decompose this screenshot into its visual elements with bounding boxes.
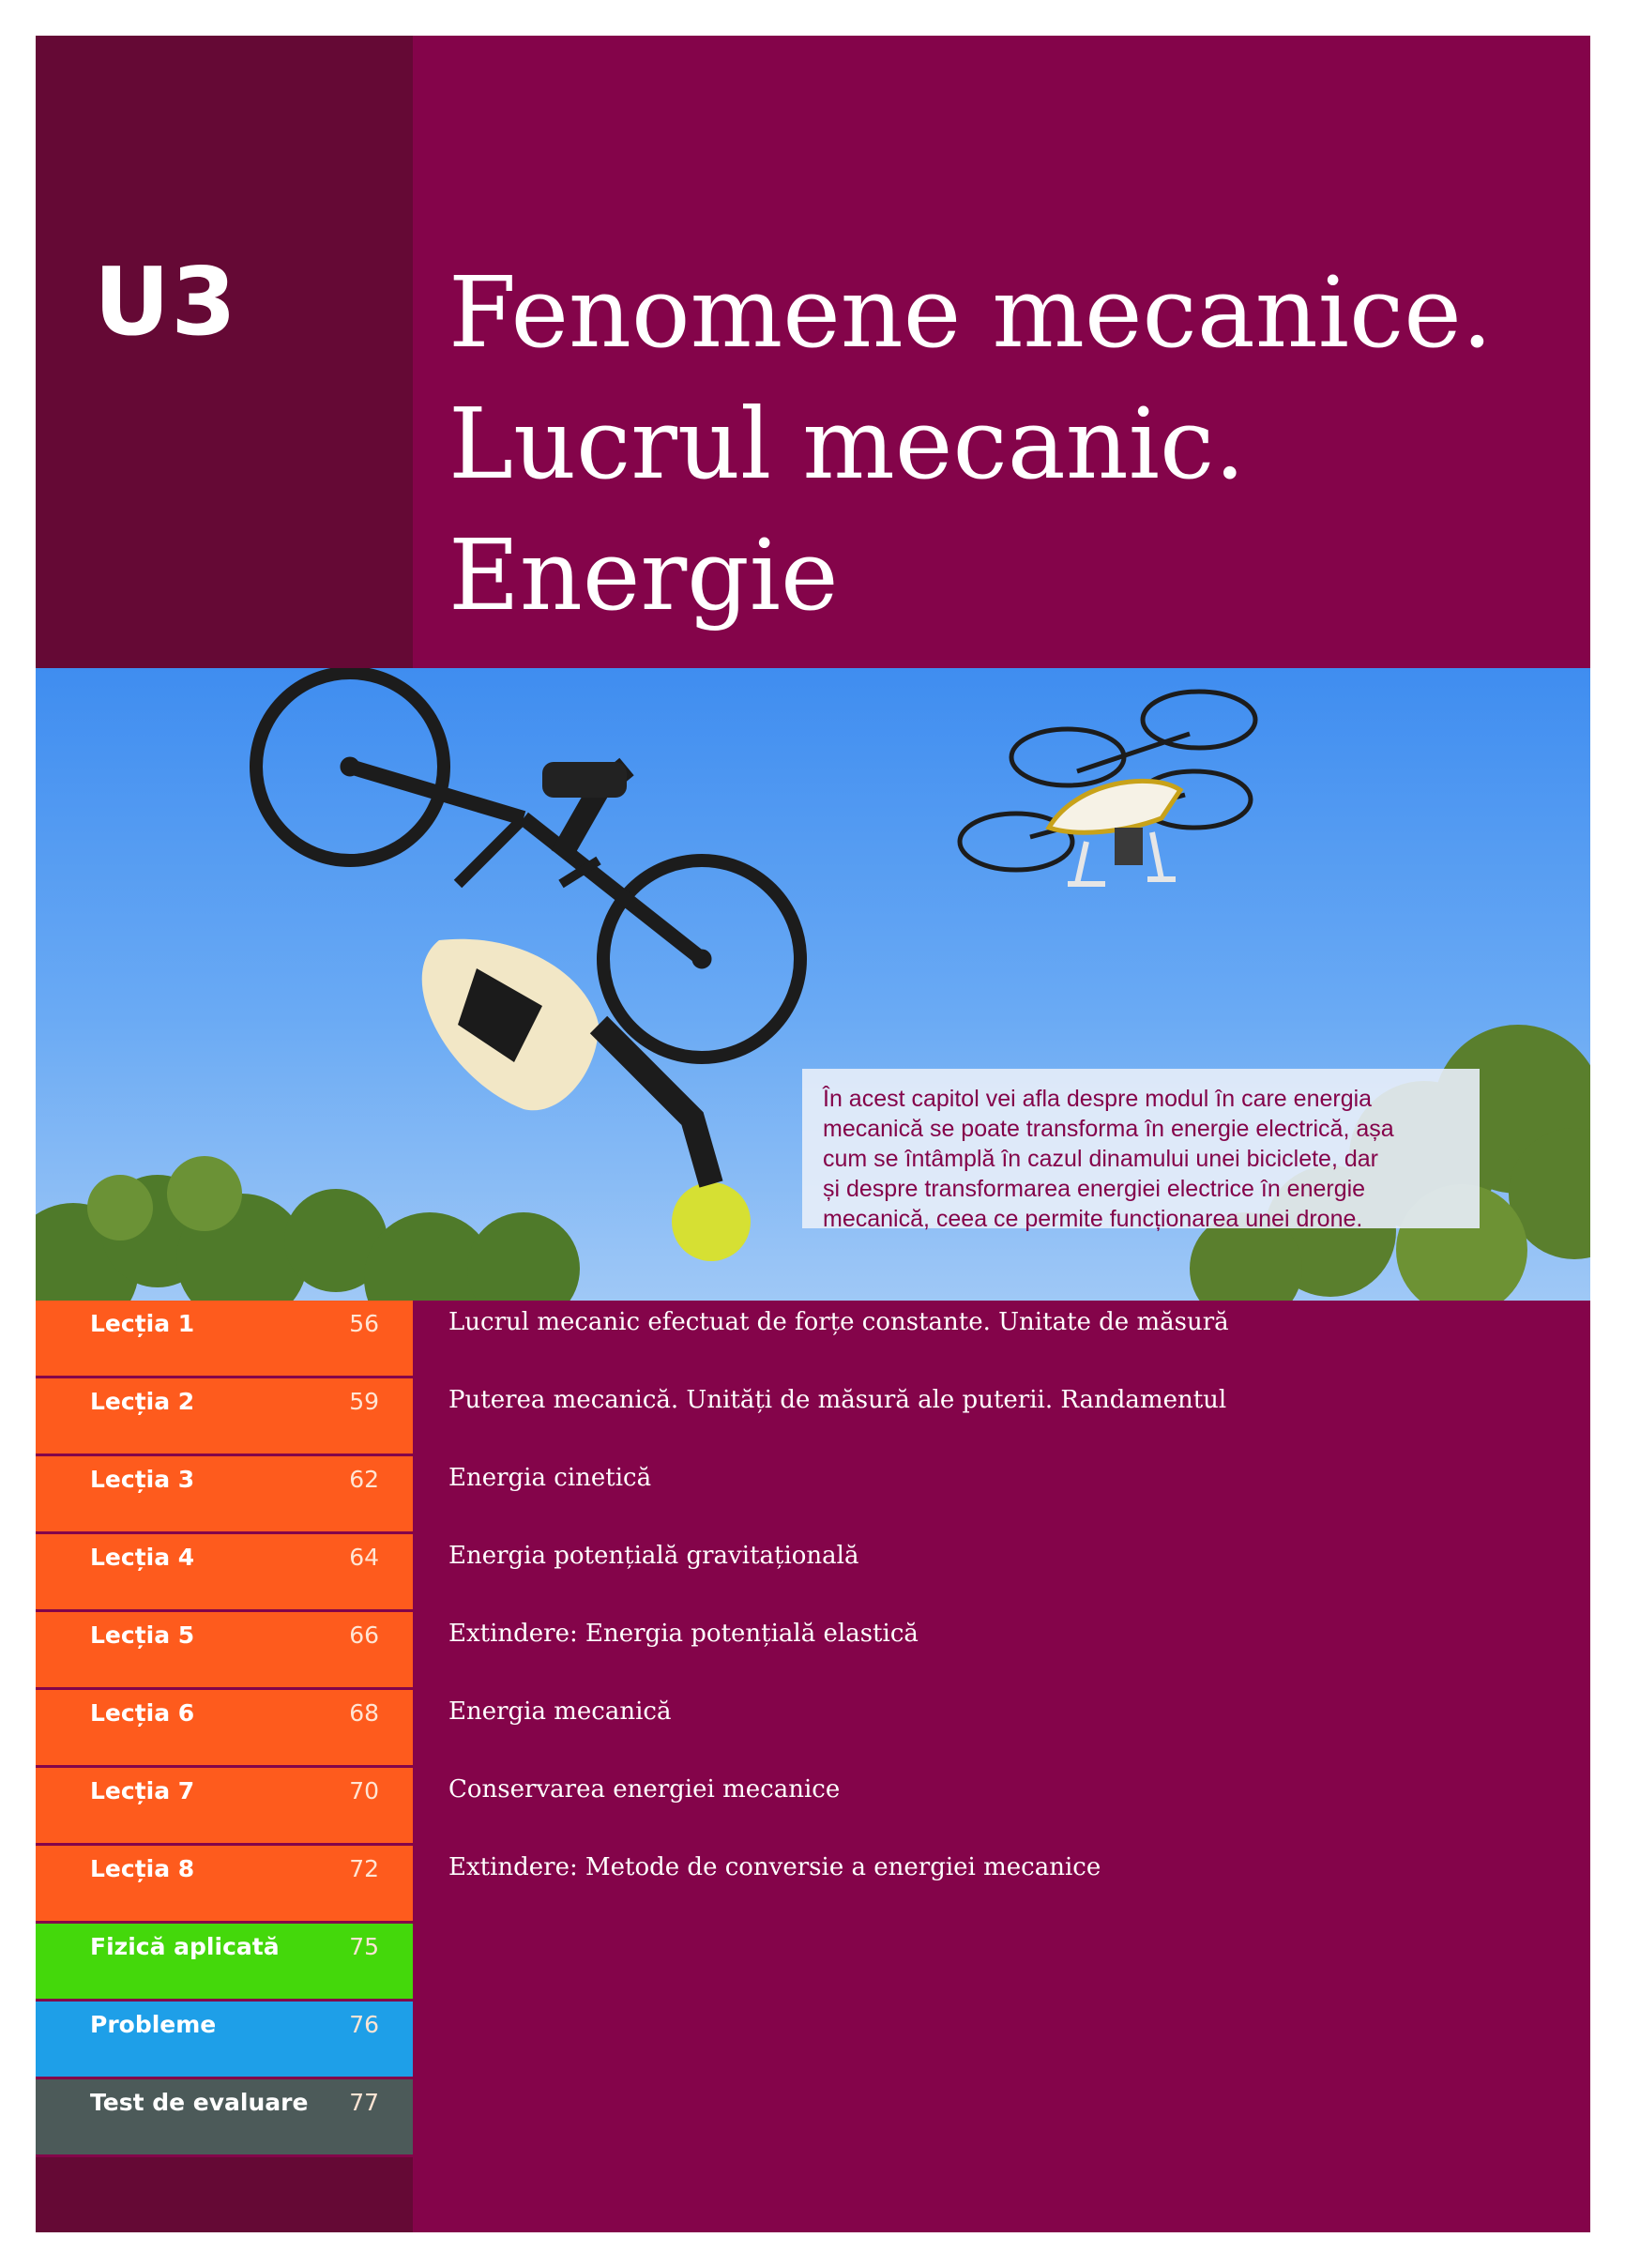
lesson-title[interactable]: Lucrul mecanic efectuat de forțe constante. Unitate de măsură bbox=[448, 1308, 1229, 1336]
lesson-label: Lecția 6 bbox=[90, 1699, 195, 1727]
section-label-cell bbox=[36, 2002, 413, 2077]
lesson-page-number: 62 bbox=[349, 1466, 379, 1493]
lesson-title[interactable]: Puterea mecanică. Unități de măsură ale puterii. Randamentul bbox=[448, 1386, 1227, 1414]
lesson-label: Lecția 5 bbox=[90, 1621, 195, 1649]
lesson-row-7[interactable] bbox=[36, 1768, 1590, 1846]
cover-photo bbox=[36, 668, 1590, 1301]
section-label-cell bbox=[36, 2079, 413, 2154]
section-page-number: 77 bbox=[349, 2089, 379, 2116]
lesson-label-cell bbox=[36, 1534, 413, 1609]
section-page-number: 76 bbox=[349, 2011, 379, 2038]
chapter-cover-page bbox=[36, 36, 1590, 2232]
section-page-number: 75 bbox=[349, 1933, 379, 1960]
lesson-label-cell bbox=[36, 1612, 413, 1687]
lesson-title[interactable]: Conservarea energiei mecanice bbox=[448, 1775, 841, 1804]
lesson-label-cell bbox=[36, 1846, 413, 1921]
lesson-page-number: 59 bbox=[349, 1388, 379, 1415]
intro-line: cum se întâmplă în cazul dinamului unei biciclete, dar bbox=[823, 1146, 1378, 1172]
section-label-cell bbox=[36, 1924, 413, 1999]
trees-left bbox=[36, 1156, 580, 1301]
lesson-row-5[interactable] bbox=[36, 1612, 1590, 1690]
lesson-row-1[interactable] bbox=[36, 1301, 1590, 1378]
lesson-label-cell bbox=[36, 1768, 413, 1843]
lesson-page-number: 70 bbox=[349, 1777, 379, 1804]
lesson-page-number: 66 bbox=[349, 1621, 379, 1649]
section-row-applied-physics[interactable] bbox=[36, 1924, 1590, 2002]
chapter-title-line: Fenomene mecanice. bbox=[448, 255, 1493, 370]
lesson-title[interactable]: Energia potențială gravitațională bbox=[448, 1542, 859, 1570]
intro-line: mecanică se poate transforma în energie electrică, așa bbox=[823, 1116, 1394, 1142]
intro-line: și despre transformarea energiei electrice în energie bbox=[823, 1176, 1366, 1202]
section-label: Fizică aplicată bbox=[90, 1933, 280, 1960]
lesson-label: Lecția 7 bbox=[90, 1777, 195, 1804]
section-row-evaluation-test[interactable] bbox=[36, 2079, 1590, 2157]
chapter-title-line: Lucrul mecanic. bbox=[448, 387, 1246, 501]
intro-line: mecanică, ceea ce permite funcționarea unei drone. bbox=[823, 1206, 1363, 1232]
lesson-row-8[interactable] bbox=[36, 1846, 1590, 1924]
rider-body bbox=[422, 762, 751, 1261]
drone bbox=[960, 692, 1255, 884]
chapter-intro-box bbox=[802, 1069, 1480, 1232]
lesson-page-number: 72 bbox=[349, 1855, 379, 1882]
lesson-title[interactable]: Extindere: Metode de conversie a energiei mecanice bbox=[448, 1853, 1101, 1881]
lesson-title[interactable]: Energia cinetică bbox=[448, 1464, 652, 1492]
intro-line: În acest capitol vei afla despre modul în care energia bbox=[823, 1086, 1373, 1112]
lesson-title[interactable]: Energia mecanică bbox=[448, 1697, 672, 1726]
section-label: Test de evaluare bbox=[90, 2089, 309, 2116]
lesson-label: Lecția 2 bbox=[90, 1388, 195, 1415]
lesson-row-4[interactable] bbox=[36, 1534, 1590, 1612]
lesson-label-cell bbox=[36, 1690, 413, 1765]
lesson-label: Lecția 3 bbox=[90, 1466, 195, 1493]
lesson-label-cell bbox=[36, 1301, 413, 1376]
lesson-row-2[interactable] bbox=[36, 1378, 1590, 1456]
lesson-label-cell bbox=[36, 1456, 413, 1531]
section-row-problems[interactable] bbox=[36, 2002, 1590, 2079]
chapter-title-line: Energie bbox=[448, 518, 839, 632]
lesson-page-number: 68 bbox=[349, 1699, 379, 1727]
lesson-title[interactable]: Extindere: Energia potențială elastică bbox=[448, 1620, 919, 1648]
lesson-row-6[interactable] bbox=[36, 1690, 1590, 1768]
lesson-page-number: 56 bbox=[349, 1310, 379, 1337]
unit-sidebar-footer bbox=[36, 2157, 413, 2232]
lesson-label: Lecția 4 bbox=[90, 1544, 195, 1571]
lesson-row-3[interactable] bbox=[36, 1456, 1590, 1534]
lesson-label-cell bbox=[36, 1378, 413, 1454]
unit-code: U3 bbox=[94, 247, 237, 357]
lesson-label: Lecția 1 bbox=[90, 1310, 195, 1337]
chapter-title bbox=[448, 247, 1574, 641]
lesson-label: Lecția 8 bbox=[90, 1855, 195, 1882]
lesson-page-number: 64 bbox=[349, 1544, 379, 1571]
section-label: Probleme bbox=[90, 2011, 217, 2038]
